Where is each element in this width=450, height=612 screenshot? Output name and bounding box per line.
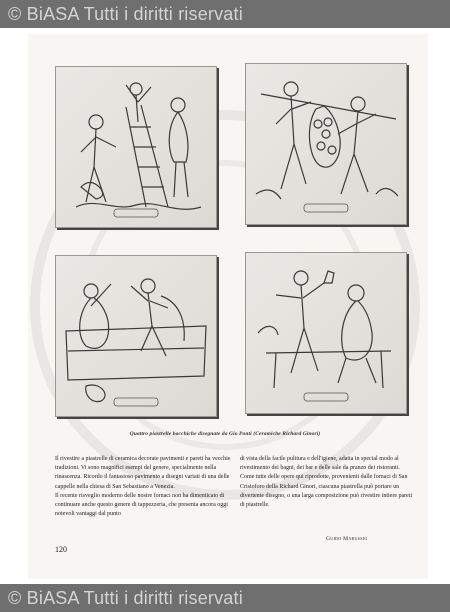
page-number: 120 xyxy=(55,545,67,554)
tile-illustration-4 xyxy=(246,253,406,413)
tile-illustration-2 xyxy=(246,64,406,224)
tile-carrying-pole xyxy=(245,63,407,225)
paragraph: Il rivestire a piastrelle di ceramica decorate pavimenti e pareti ha vecchie tradizioni. Vi sono magnifici esempi del genere, specialmente nella rinascenza. Ricordo il fantasioso pavimento a disegni variati di una delle cappelle nella chiesa di San Sebastiano a Venezia. xyxy=(55,456,231,490)
paragraph: Il recente risveglio moderno delle nostre fornaci non ha dimenticato di continuare anche questo genere di tappezzeria, che presenta ancora oggi notevoli vantaggi dal punto xyxy=(55,492,228,518)
tile-grape-harvest-ladder xyxy=(55,66,217,228)
article-column-right xyxy=(240,455,416,510)
tile-illustration-3 xyxy=(56,256,216,416)
paragraph: di vista della facile pulitura e dell'igiene, adatta in special modo al rivestimento dei bagni, dei bar e delle sale da pranzo dei ristoranti. xyxy=(240,456,400,472)
tile-grape-treading xyxy=(55,255,217,417)
author-signature: Guido Marussig xyxy=(326,536,368,542)
watermark-bottom-banner: © BiASA Tutti i diritti riservati xyxy=(0,584,450,612)
paragraph: Come tutte delle opere qui riprodotte, provenienti dalle fornaci di San Cristoforo della Richard Ginori, ciascuna piastrella può portare un divertente disegno, o una larga composizione può rivestire intiere pareti di piastrelle. xyxy=(240,474,413,509)
tile-illustration-1 xyxy=(56,67,216,227)
article-column-left xyxy=(55,455,231,519)
watermark-top-banner: © BiASA Tutti i diritti riservati xyxy=(0,0,450,28)
figure-caption: Quattro piastrelle bacchiche disegnate da Gio Ponti (Ceramiche Richard Ginori) xyxy=(129,431,321,437)
tile-drinking-feast xyxy=(245,252,407,414)
